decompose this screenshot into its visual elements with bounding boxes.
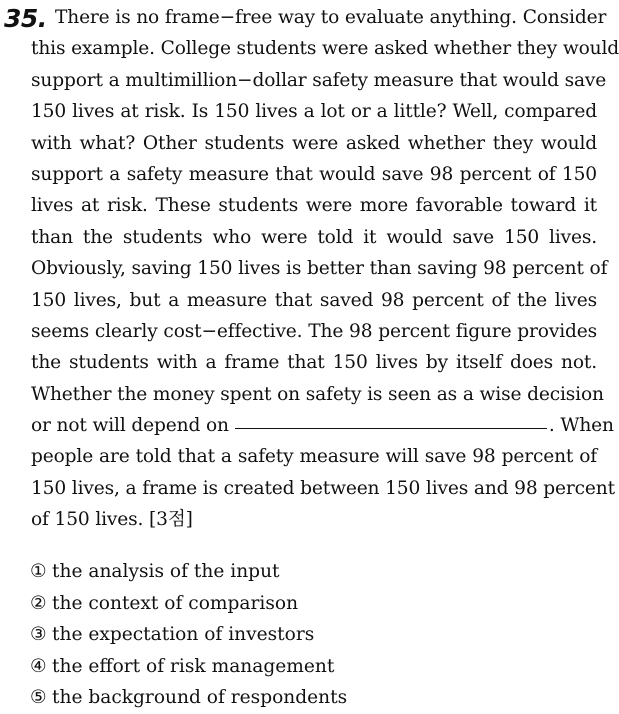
passage-line: 150 lives, but a measure that saved 98 percent of the lives xyxy=(31,289,597,311)
answer-options xyxy=(30,556,347,714)
passage-line: lives at risk. These students were more favorable toward it xyxy=(31,195,597,217)
option-text: the background of respondents xyxy=(52,687,348,709)
passage-line: this example. College students were asked whether they would xyxy=(31,38,619,60)
passage-line: 150 lives, a frame is created between 150 lives and 98 percent xyxy=(31,477,615,499)
blank-line xyxy=(31,410,614,441)
passage-line: with what? Other students were asked whether they would xyxy=(31,132,597,154)
passage-line: support a multimillion−dollar safety measure that would save xyxy=(31,69,607,91)
option-marker: ③ xyxy=(30,624,47,646)
passage-line: seems clearly cost−effective. The 98 percent figure provides xyxy=(31,320,597,342)
passage-line: people are told that a safety measure will save 98 percent of xyxy=(31,446,597,468)
option-marker: ② xyxy=(30,592,47,614)
option-marker: ⑤ xyxy=(30,687,47,709)
option-text: the analysis of the input xyxy=(52,561,280,582)
option-3[interactable] xyxy=(30,619,347,651)
passage-line: Whether the money spent on safety is seen as a wise decision xyxy=(31,383,604,405)
passage-line: the students with a frame that 150 lives by itself does not. xyxy=(31,352,597,374)
passage xyxy=(31,2,619,536)
question-number: 35. xyxy=(4,4,47,33)
option-text: the expectation of investors xyxy=(52,624,315,646)
blank-line-prefix: or not will depend on xyxy=(31,415,229,437)
passage-line: than the students who were told it would save 150 lives. xyxy=(31,226,597,248)
option-2[interactable] xyxy=(30,588,347,620)
option-marker: ④ xyxy=(30,655,47,677)
option-marker: ① xyxy=(30,561,47,582)
option-text: the effort of risk management xyxy=(52,655,335,677)
option-4[interactable] xyxy=(30,651,347,683)
passage-last-line: of 150 lives. [3점] xyxy=(31,509,193,531)
passage-line: 150 lives at risk. Is 150 lives a lot or a little? Well, compared xyxy=(31,101,597,123)
passage-line: There is no frame−free way to evaluate anything. Consider xyxy=(55,7,607,28)
answer-blank xyxy=(235,427,547,429)
option-5[interactable] xyxy=(30,682,347,714)
option-1[interactable] xyxy=(30,556,347,588)
passage-line: Obviously, saving 150 lives is better than saving 98 percent of xyxy=(31,258,608,280)
passage-line: support a safety measure that would save 98 percent of 150 xyxy=(31,163,597,185)
blank-line-suffix: . When xyxy=(548,415,614,437)
option-text: the context of comparison xyxy=(52,592,299,614)
